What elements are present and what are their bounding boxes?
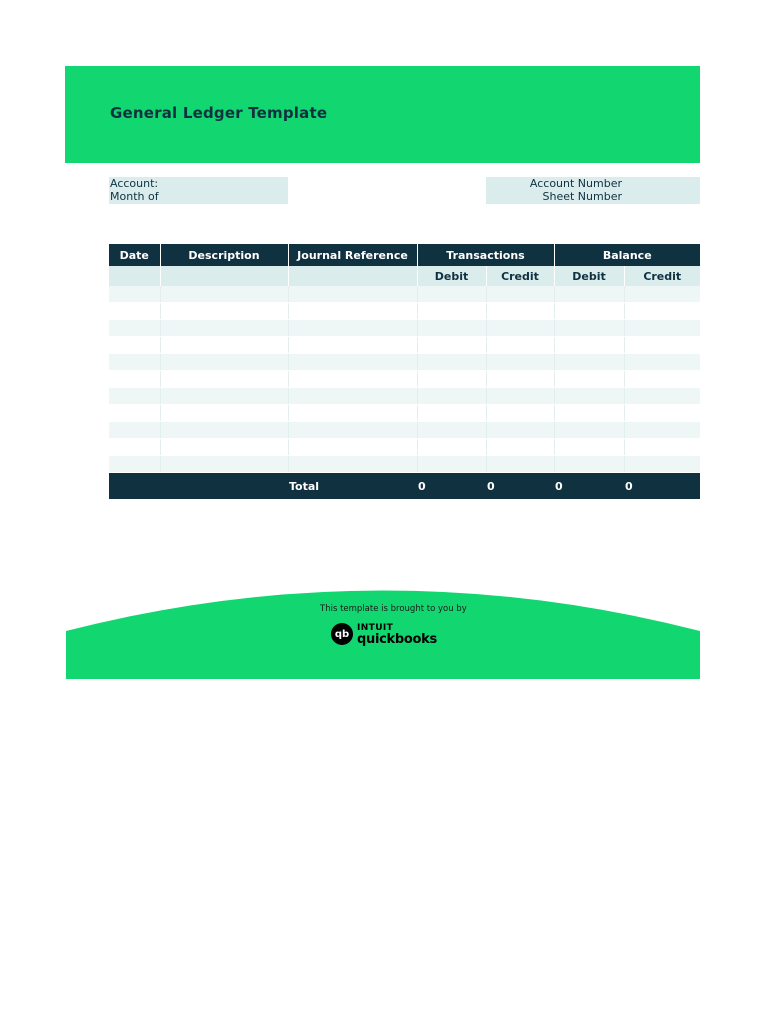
subheader-blank [288, 266, 417, 286]
table-cell[interactable] [486, 371, 554, 388]
table-cell[interactable] [417, 303, 486, 320]
table-cell[interactable] [288, 337, 417, 354]
table-cell[interactable] [109, 354, 160, 371]
table-cell[interactable] [554, 320, 624, 337]
table-cell[interactable] [160, 337, 288, 354]
table-cell[interactable] [288, 388, 417, 405]
month-of-label: Month of [110, 190, 159, 203]
table-row [109, 422, 700, 439]
ledger-table [109, 244, 700, 499]
table-cell[interactable] [554, 371, 624, 388]
total-label: Total [288, 473, 417, 500]
table-cell[interactable] [417, 354, 486, 371]
table-cell[interactable] [109, 286, 160, 303]
table-cell[interactable] [109, 371, 160, 388]
table-cell[interactable] [624, 337, 700, 354]
table-row [109, 354, 700, 371]
table-cell[interactable] [554, 439, 624, 456]
table-cell[interactable] [160, 456, 288, 473]
total-balance-debit: 0 [554, 473, 624, 500]
table-cell[interactable] [160, 405, 288, 422]
table-cell[interactable] [288, 456, 417, 473]
table-cell[interactable] [109, 320, 160, 337]
table-cell[interactable] [288, 405, 417, 422]
subheader-transactions-debit: Debit [417, 266, 486, 286]
table-row [109, 388, 700, 405]
table-cell[interactable] [486, 439, 554, 456]
total-spacer [109, 473, 160, 500]
table-cell[interactable] [624, 303, 700, 320]
column-header-date: Date [109, 244, 160, 266]
table-cell[interactable] [624, 405, 700, 422]
table-cell[interactable] [624, 439, 700, 456]
table-cell[interactable] [160, 303, 288, 320]
account-number-box [486, 177, 700, 204]
table-cell[interactable] [417, 371, 486, 388]
subheader-transactions-credit: Credit [486, 266, 554, 286]
table-cell[interactable] [160, 439, 288, 456]
table-cell[interactable] [554, 456, 624, 473]
table-cell[interactable] [288, 439, 417, 456]
table-row [109, 286, 700, 303]
table-cell[interactable] [486, 320, 554, 337]
table-row [109, 303, 700, 320]
table-cell[interactable] [554, 337, 624, 354]
header-band [65, 66, 700, 163]
qb-logo-wordmark [357, 623, 437, 645]
table-cell[interactable] [109, 422, 160, 439]
table-cell[interactable] [486, 337, 554, 354]
table-cell[interactable] [160, 354, 288, 371]
table-row [109, 439, 700, 456]
table-cell[interactable] [486, 422, 554, 439]
table-cell[interactable] [288, 303, 417, 320]
quickbooks-logo [331, 620, 437, 648]
table-cell[interactable] [417, 439, 486, 456]
quickbooks-wordmark: quickbooks [357, 632, 437, 647]
table-cell[interactable] [160, 422, 288, 439]
table-cell[interactable] [417, 456, 486, 473]
table-cell[interactable] [417, 286, 486, 303]
table-cell[interactable] [417, 320, 486, 337]
document-title: General Ledger Template [110, 104, 328, 122]
table-cell[interactable] [109, 405, 160, 422]
total-transactions-credit: 0 [486, 473, 554, 500]
table-cell[interactable] [288, 354, 417, 371]
table-row [109, 320, 700, 337]
table-cell[interactable] [288, 286, 417, 303]
subheader-blank [109, 266, 160, 286]
table-cell[interactable] [624, 388, 700, 405]
table-cell[interactable] [624, 456, 700, 473]
table-cell[interactable] [624, 354, 700, 371]
account-label: Account: [110, 177, 159, 190]
table-cell[interactable] [554, 388, 624, 405]
brought-by-text: This template is brought to you by [320, 604, 467, 614]
table-row [109, 405, 700, 422]
subheader-balance-credit: Credit [624, 266, 700, 286]
column-header-transactions: Transactions [417, 244, 554, 266]
table-cell[interactable] [160, 320, 288, 337]
table-cell[interactable] [624, 371, 700, 388]
column-header-balance: Balance [554, 244, 700, 266]
sheet-number-label: Sheet Number [542, 190, 622, 203]
table-cell[interactable] [109, 303, 160, 320]
account-info-box [109, 177, 288, 204]
ledger-body [109, 286, 700, 473]
table-cell[interactable] [288, 422, 417, 439]
table-cell[interactable] [160, 286, 288, 303]
subheader-balance-debit: Debit [554, 266, 624, 286]
qb-logo-icon: qb [331, 623, 353, 645]
table-cell[interactable] [554, 286, 624, 303]
table-cell[interactable] [109, 388, 160, 405]
total-spacer [160, 473, 288, 500]
table-cell[interactable] [554, 354, 624, 371]
subheader-blank [160, 266, 288, 286]
intuit-wordmark: INTUIT [357, 623, 394, 633]
table-cell[interactable] [288, 371, 417, 388]
table-cell[interactable] [160, 371, 288, 388]
table-cell[interactable] [417, 422, 486, 439]
table-cell[interactable] [417, 337, 486, 354]
total-transactions-debit: 0 [417, 473, 486, 500]
table-cell[interactable] [486, 456, 554, 473]
table-cell[interactable] [486, 303, 554, 320]
table-cell[interactable] [288, 320, 417, 337]
table-cell[interactable] [624, 320, 700, 337]
table-cell[interactable] [624, 286, 700, 303]
table-row [109, 371, 700, 388]
table-cell[interactable] [160, 388, 288, 405]
table-cell[interactable] [554, 303, 624, 320]
total-balance-credit: 0 [624, 473, 700, 500]
table-row [109, 456, 700, 473]
table-cell[interactable] [417, 388, 486, 405]
table-cell[interactable] [109, 439, 160, 456]
column-header-journal-reference: Journal Reference [288, 244, 417, 266]
table-row [109, 337, 700, 354]
table-cell[interactable] [109, 456, 160, 473]
table-cell[interactable] [486, 354, 554, 371]
table-cell[interactable] [486, 405, 554, 422]
table-cell[interactable] [486, 286, 554, 303]
table-cell[interactable] [486, 388, 554, 405]
table-cell[interactable] [624, 422, 700, 439]
total-row [109, 473, 700, 500]
column-header-description: Description [160, 244, 288, 266]
table-cell[interactable] [109, 337, 160, 354]
account-number-label: Account Number [529, 177, 622, 190]
table-cell[interactable] [554, 422, 624, 439]
table-cell[interactable] [417, 405, 486, 422]
table-cell[interactable] [554, 405, 624, 422]
